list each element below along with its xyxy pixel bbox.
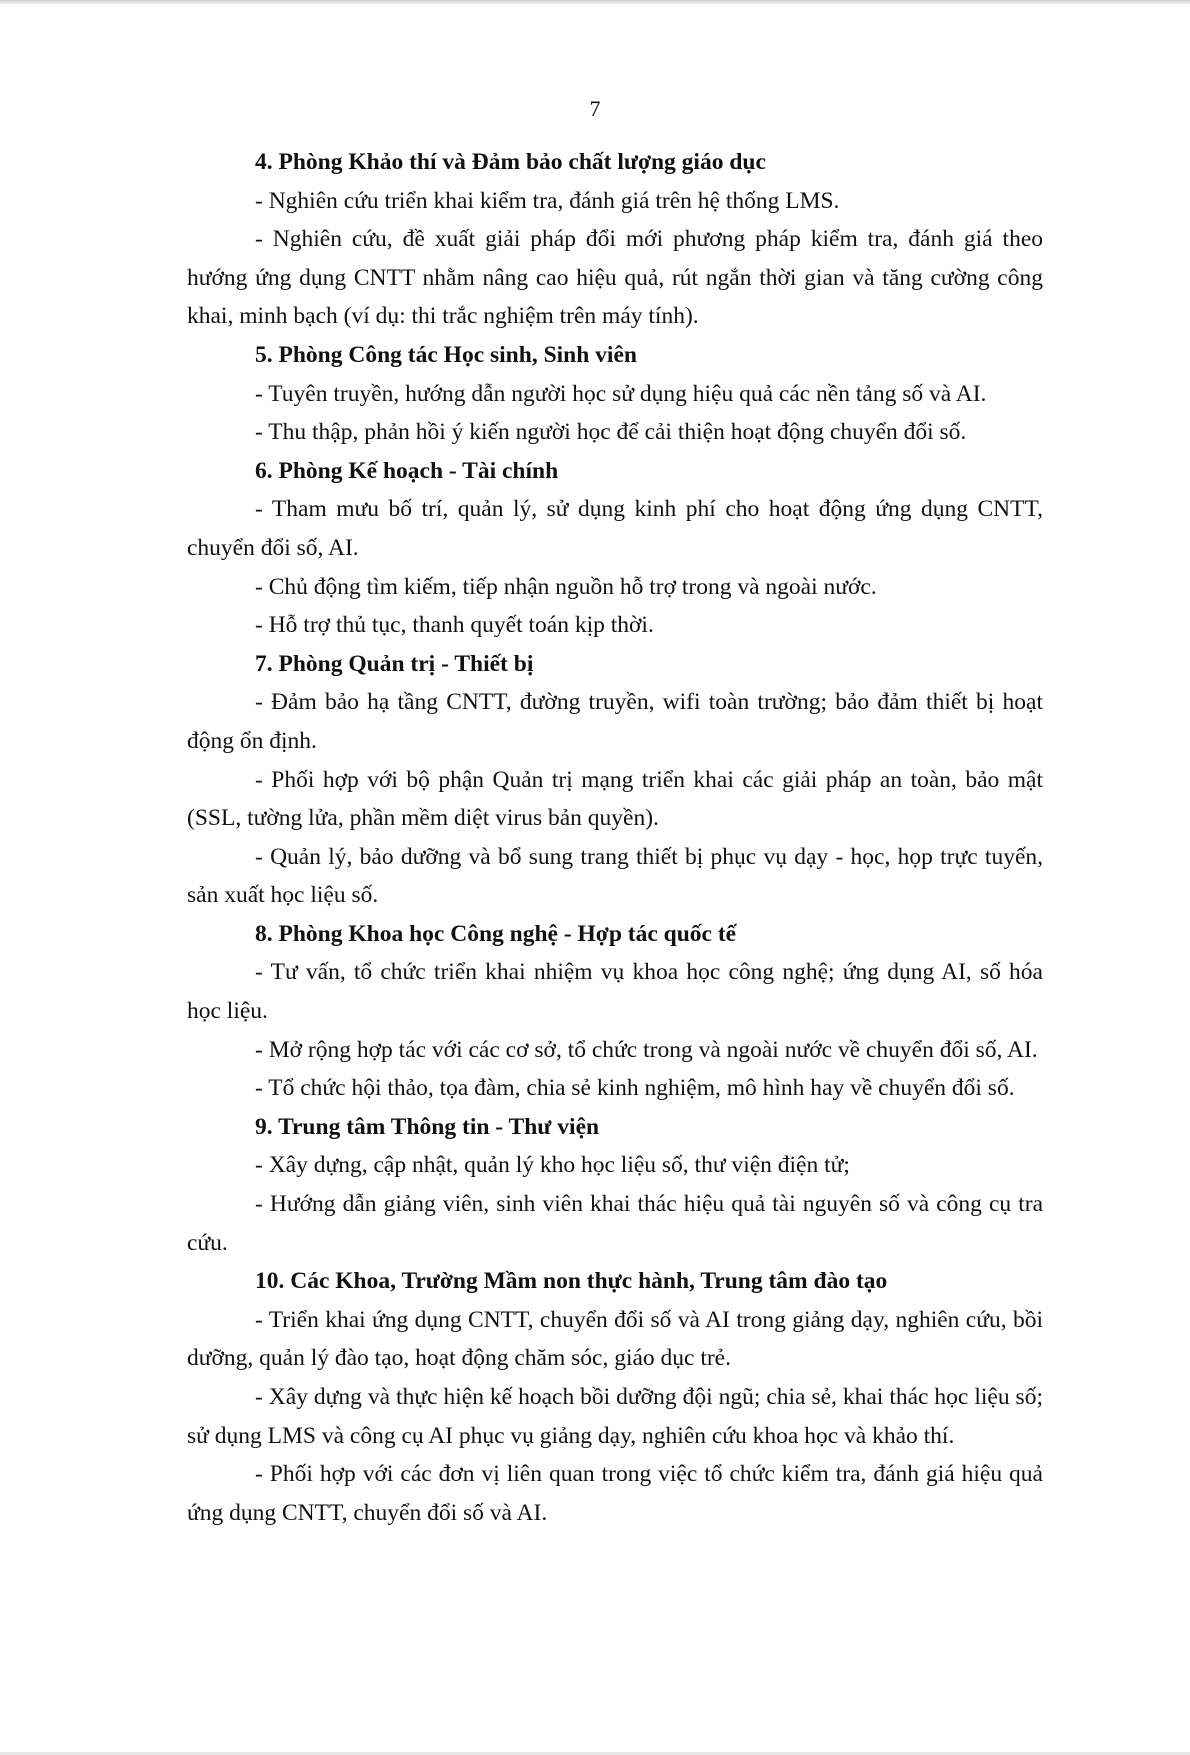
list-item: - Chủ động tìm kiếm, tiếp nhận nguồn hỗ trợ trong và ngoài nước. — [255, 573, 877, 600]
list-item: - Tổ chức hội thảo, tọa đàm, chia sẻ kinh nghiệm, mô hình hay về chuyển đổi số. — [255, 1075, 1015, 1102]
section-7 — [187, 645, 1043, 915]
list-item: - Phối hợp với bộ phận Quản trị mạng triển khai các giải pháp an toàn, bảo mật (SSL, tường lửa, phần mềm diệt virus bản quyền). — [187, 766, 1043, 832]
list-item: - Nghiên cứu triển khai kiểm tra, đánh giá trên hệ thống LMS. — [255, 187, 840, 214]
scan-edge-top — [0, 0, 1190, 4]
list-item: - Tham mưu bố trí, quản lý, sử dụng kinh phí cho hoạt động ứng dụng CNTT, chuyển đổi số, AI. — [187, 496, 1043, 561]
section-heading: 4. Phòng Khảo thí và Đảm bảo chất lượng giáo dục — [255, 149, 766, 175]
list-item: - Thu thập, phản hồi ý kiến người học để cải thiện hoạt động chuyển đổi số. — [255, 419, 967, 446]
page-number: 7 — [589, 96, 601, 121]
list-item: - Tư vấn, tổ chức triển khai nhiệm vụ khoa học công nghệ; ứng dụng AI, số hóa học liệu. — [187, 959, 1043, 1025]
list-item: - Nghiên cứu, đề xuất giải pháp đổi mới phương pháp kiểm tra, đánh giá theo hướng ứng dụng CNTT nhằm nâng cao hiệu quả, rút ngắn thời gian và tăng cường công khai, minh bạch (ví dụ: thi trắc nghiệm trên máy tính). — [187, 226, 1043, 330]
section-6 — [187, 452, 1043, 645]
section-4 — [187, 143, 1043, 336]
section-heading: 6. Phòng Kế hoạch - Tài chính — [255, 457, 559, 484]
list-item: - Hướng dẫn giảng viên, sinh viên khai thác hiệu quả tài nguyên số và công cụ tra cứu. — [187, 1191, 1043, 1256]
list-item: - Phối hợp với các đơn vị liên quan trong việc tổ chức kiểm tra, đánh giá hiệu quả ứng dụng CNTT, chuyển đổi số và AI. — [187, 1461, 1043, 1526]
section-10 — [187, 1262, 1043, 1532]
list-item: - Hỗ trợ thủ tục, thanh quyết toán kịp thời. — [255, 612, 654, 639]
list-item: - Xây dựng và thực hiện kế hoạch bồi dưỡng đội ngũ; chia sẻ, khai thác học liệu số; sử dụng LMS và công cụ AI phục vụ giảng dạy, nghiên cứu khoa học và khảo thí. — [187, 1384, 1043, 1449]
list-item: - Mở rộng hợp tác với các cơ sở, tổ chức trong và ngoài nước về chuyển đổi số, AI. — [255, 1036, 1038, 1063]
section-heading: 8. Phòng Khoa học Công nghệ - Hợp tác quốc tế — [255, 920, 737, 947]
document-body — [187, 143, 1043, 1532]
section-heading: 7. Phòng Quản trị - Thiết bị — [255, 650, 534, 677]
section-heading: 9. Trung tâm Thông tin - Thư viện — [255, 1113, 600, 1140]
section-heading: 10. Các Khoa, Trường Mầm non thực hành, Trung tâm đào tạo — [255, 1268, 888, 1295]
section-5 — [187, 336, 1043, 452]
section-9 — [187, 1108, 1043, 1262]
list-item: - Quản lý, bảo dưỡng và bổ sung trang thiết bị phục vụ dạy - học, họp trực tuyến, sản xuất học liệu số. — [187, 843, 1043, 909]
section-8 — [187, 915, 1043, 1108]
list-item: - Xây dựng, cập nhật, quản lý kho học liệu số, thư viện điện tử; — [255, 1152, 850, 1179]
list-item: - Tuyên truyền, hướng dẫn người học sử dụng hiệu quả các nền tảng số và AI. — [255, 380, 987, 407]
list-item: - Đảm bảo hạ tầng CNTT, đường truyền, wifi toàn trường; bảo đảm thiết bị hoạt động ổn định. — [187, 689, 1043, 754]
list-item: - Triển khai ứng dụng CNTT, chuyển đổi số và AI trong giảng dạy, nghiên cứu, bồi dưỡng, quản lý đào tạo, hoạt động chăm sóc, giáo dục trẻ. — [187, 1306, 1043, 1372]
section-heading: 5. Phòng Công tác Học sinh, Sinh viên — [255, 341, 637, 368]
